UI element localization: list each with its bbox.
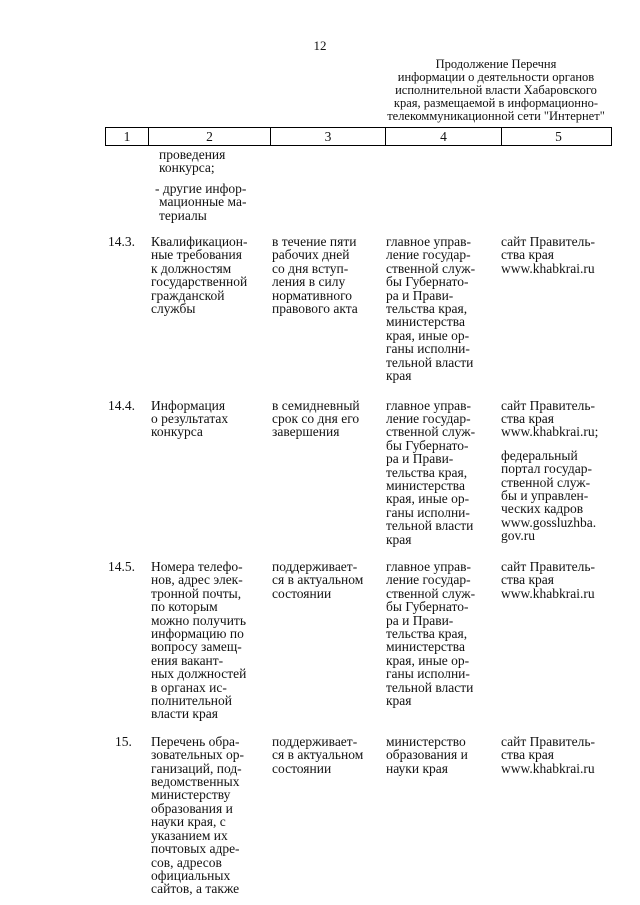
cell-line: края, иные ор-	[386, 652, 470, 668]
cell-line: ганы исполни-	[386, 666, 470, 682]
table-row	[105, 235, 612, 382]
cell-line: ства края	[501, 410, 554, 426]
continuation-line: информации о деятельности органов	[397, 70, 595, 84]
cell-line: ства края	[501, 747, 554, 763]
cell-line: ления в силу	[272, 274, 346, 290]
cell-line: ства края	[501, 572, 554, 588]
cell-line: края, иные ор-	[386, 327, 470, 343]
cell-line: ственной служ-	[386, 585, 476, 601]
cell-line: главное управ-	[386, 397, 472, 413]
cell-line: бы Губернато-	[386, 599, 469, 615]
row-number: 14.4.	[108, 397, 135, 413]
cell-line: почтовых адре-	[151, 841, 240, 857]
cell-line: Перечень обра-	[151, 733, 240, 749]
table-row	[105, 735, 612, 896]
continuation-line: края, размещаемой в информационно-	[393, 96, 599, 110]
cell-line: тельной власти	[386, 679, 474, 695]
cell-line: мационные ма-	[159, 194, 247, 210]
cell-line: - другие инфор-	[155, 180, 247, 196]
cell-line: ра и Прави-	[386, 612, 454, 628]
cell-line: тельства края,	[386, 464, 468, 480]
cell-line: края, иные ор-	[386, 491, 470, 507]
cell-line: срок со дня его	[272, 410, 360, 426]
cell-line: образования и	[386, 747, 468, 763]
cell-line: науки края, с	[151, 814, 226, 830]
cell-line: Квалификацион-	[151, 234, 248, 250]
cell-line: бы и управлен-	[501, 487, 589, 503]
continuation-line: Продолжение Перечня	[435, 57, 557, 71]
row-description	[147, 399, 268, 546]
row-description	[147, 235, 268, 382]
page-number: 12	[313, 38, 327, 53]
header-cell: 1	[106, 128, 149, 145]
cell-line: края	[386, 693, 412, 709]
carry-over-row	[105, 148, 612, 222]
cell-line: конкурса;	[159, 160, 215, 176]
cell-line: нормативного	[272, 287, 353, 303]
cell-line: тельства края,	[386, 626, 468, 641]
cell-line: ственной служ-	[386, 260, 476, 276]
cell-line: зовательных ор-	[151, 747, 245, 763]
cell-line: ление государ-	[386, 247, 471, 263]
row-timing	[268, 560, 382, 721]
cell-line: в семидневный	[272, 397, 360, 413]
row-responsible	[382, 235, 497, 382]
cell-line: можно получить	[151, 612, 246, 628]
cell-line: в органах ис-	[151, 679, 227, 695]
cell-line: официальных	[151, 867, 231, 883]
cell-line: информацию по	[151, 626, 244, 641]
cell-line: ганы исполни-	[386, 341, 470, 357]
cell-line: тельной власти	[386, 354, 474, 370]
table-header-row	[105, 127, 612, 146]
cell-line: ление государ-	[386, 410, 471, 426]
row-number: 14.5.	[108, 558, 135, 574]
cell-line: состоянии	[272, 585, 332, 601]
cell-line: www.khabkrai.ru	[501, 760, 595, 776]
cell-line: края	[386, 368, 412, 384]
table-row	[105, 560, 612, 721]
cell-line: вопросу замещ-	[151, 639, 242, 655]
header-cell: 3	[271, 128, 386, 145]
cell-line: о результатах	[151, 410, 229, 426]
cell-line: службы	[151, 301, 196, 317]
cell-line: ения вакант-	[151, 652, 224, 668]
row-location	[497, 399, 610, 546]
continuation-line: телекоммуникационной сети "Интернет"	[387, 109, 605, 123]
cell-line: главное управ-	[386, 234, 472, 250]
continuation-line: исполнительной власти Хабаровского	[395, 83, 597, 97]
cell-line: ганы исполни-	[386, 504, 470, 520]
cell-line: указанием их	[151, 827, 228, 843]
cell-line: поддерживает-	[272, 733, 358, 749]
cell-line: рабочих дней	[272, 247, 350, 263]
cell-line: состоянии	[272, 760, 332, 776]
cell-line: ра и Прави-	[386, 287, 454, 303]
cell-line: нов, адрес элек-	[151, 572, 243, 588]
cell-line: науки края	[386, 760, 448, 776]
cell-line: ческих кадров	[501, 501, 584, 517]
cell-line: ление государ-	[386, 572, 471, 588]
cell-line: ся в актуальном	[272, 747, 364, 763]
cell-line: министерства	[386, 477, 465, 493]
row-location	[497, 735, 610, 896]
row-description	[147, 148, 268, 222]
cell-line: ства края	[501, 247, 554, 263]
cell-line: министерству	[151, 787, 231, 803]
cell-line: Информация	[151, 397, 226, 413]
cell-line: завершения	[272, 424, 340, 440]
cell-line: сов, адресов	[151, 854, 222, 870]
row-number: 14.3.	[108, 234, 135, 250]
cell-line: края	[386, 531, 412, 547]
cell-line: к должностям	[151, 260, 232, 276]
table-row	[105, 399, 612, 546]
cell-line: ся в актуальном	[272, 572, 364, 588]
cell-line: поддерживает-	[272, 558, 358, 574]
cell-line: сайт Правитель-	[501, 558, 596, 574]
cell-line: проведения	[159, 147, 226, 162]
cell-line: ственной служ-	[501, 474, 591, 490]
cell-line: gov.ru	[501, 528, 535, 544]
cell-line: главное управ-	[386, 558, 472, 574]
row-description	[147, 735, 268, 896]
continuation-heading	[380, 58, 612, 123]
row-timing	[268, 399, 382, 546]
cell-line: www.gossluzhba.	[501, 514, 597, 530]
row-timing	[268, 735, 382, 896]
cell-line: со дня вступ-	[272, 260, 349, 276]
cell-line: государственной	[151, 274, 248, 290]
cell-line: тельства края,	[386, 301, 468, 317]
cell-line: бы Губернато-	[386, 437, 469, 453]
cell-line: www.khabkrai.ru	[501, 260, 595, 276]
cell-line: бы Губернато-	[386, 274, 469, 290]
cell-line: тельной власти	[386, 518, 474, 534]
cell-line: образования и	[151, 800, 233, 816]
cell-line: полнительной	[151, 693, 232, 709]
cell-line: правового акта	[272, 301, 358, 317]
cell-line: ганизаций, под-	[151, 760, 242, 776]
cell-line: портал государ-	[501, 461, 592, 477]
header-cell: 5	[555, 129, 562, 144]
row-location	[497, 560, 610, 721]
cell-line: власти края	[151, 706, 218, 722]
cell-line: в течение пяти	[272, 234, 357, 250]
cell-line: ных должностей	[151, 666, 247, 682]
cell-line: сайт Правитель-	[501, 397, 596, 413]
row-timing	[268, 235, 382, 382]
row-responsible	[382, 560, 497, 721]
cell-line: министерства	[386, 314, 465, 330]
info-table	[105, 127, 612, 896]
row-number	[105, 148, 147, 222]
header-cell: 2	[149, 128, 271, 145]
cell-line: сайт Правитель-	[501, 234, 596, 250]
row-location	[497, 235, 610, 382]
cell-line: гражданской	[151, 287, 225, 303]
cell-line: сайтов, а также	[151, 881, 240, 897]
cell-line: www.khabkrai.ru	[501, 585, 595, 601]
cell-line: ведомственных	[151, 774, 240, 790]
cell-line: сайт Правитель-	[501, 733, 596, 749]
cell-line: териалы	[159, 207, 207, 223]
cell-line: ные требования	[151, 247, 242, 263]
cell-line: министерства	[386, 639, 465, 655]
row-number: 15.	[115, 733, 132, 749]
cell-line: Номера телефо-	[151, 558, 243, 574]
cell-line: федеральный	[501, 447, 578, 463]
cell-line: министерство	[386, 733, 466, 749]
cell-line: ра и Прави-	[386, 451, 454, 467]
row-responsible	[382, 399, 497, 546]
cell-line: по которым	[151, 599, 218, 615]
header-cell: 4	[386, 128, 502, 145]
cell-line: конкурса	[151, 424, 203, 440]
row-description	[147, 560, 268, 721]
cell-line: тронной почты,	[151, 585, 242, 601]
cell-line: ственной служ-	[386, 424, 476, 440]
row-responsible	[382, 735, 497, 896]
cell-line: www.khabkrai.ru;	[501, 424, 599, 440]
